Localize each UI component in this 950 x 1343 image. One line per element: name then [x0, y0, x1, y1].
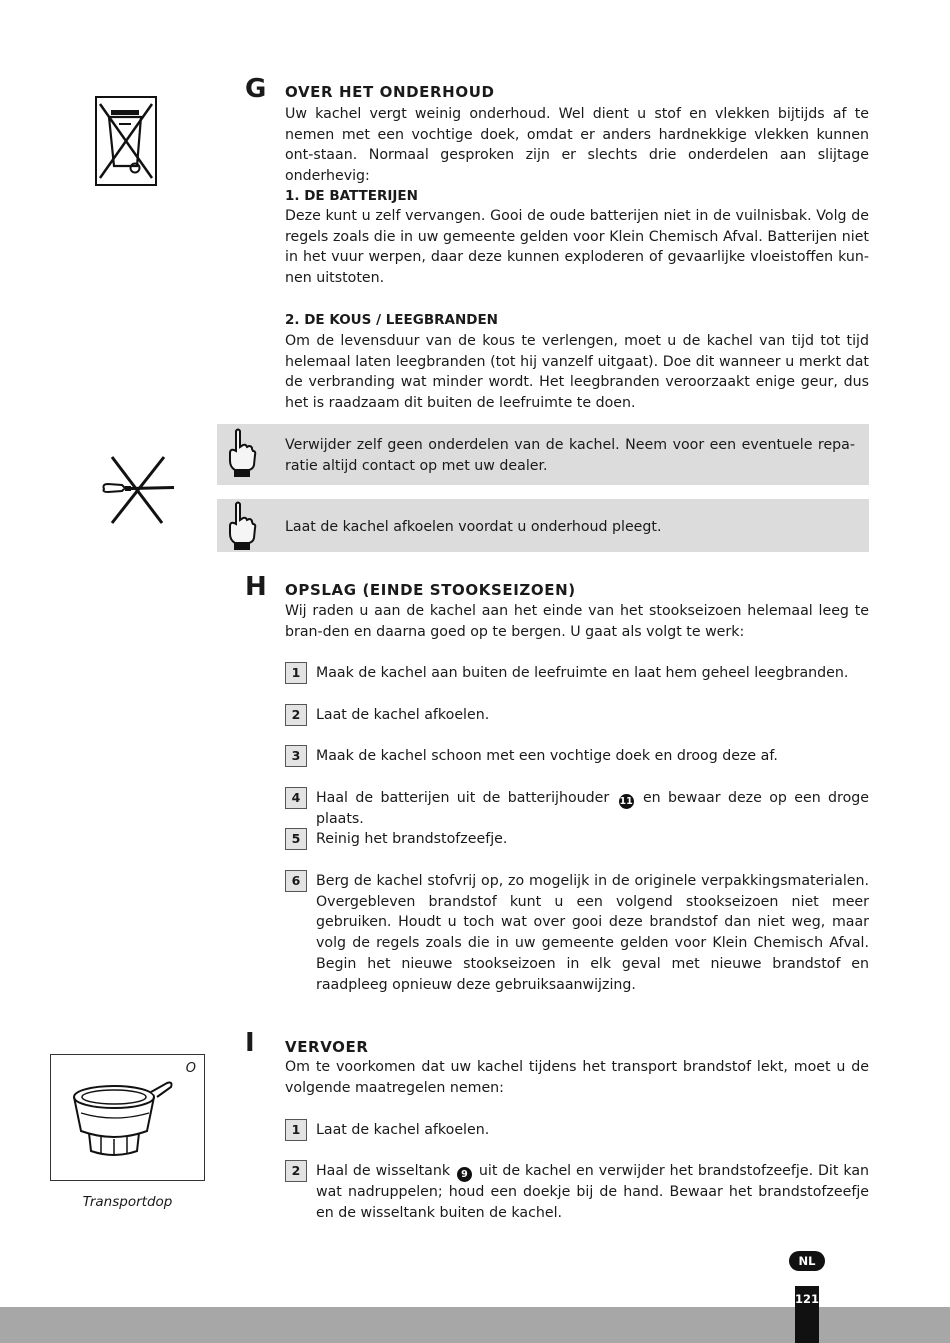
figure-caption: Transportdop [82, 1194, 173, 1210]
subsection-text-batteries: Deze kunt u zelf vervangen. Gooi de oude batterijen niet in de vuilnisbak. Volg de regels zoals die in uw gemeente gelden voor Klein Chemisch Afval. Batterijen niet in het vuur werpen, daar deze kunnen exploderen of gevaarlijke vloeistoffen kun-nen uitstoten. [285, 208, 869, 287]
transport-cap-drawing [69, 1073, 179, 1173]
step-text: Reinig het brandstofzeefje. [316, 831, 508, 847]
transport-cap-figure [50, 1054, 205, 1181]
step-text: Laat de kachel afkoelen. [316, 1122, 490, 1138]
subsection-title-batteries: 1. DE BATTERIJEN [285, 188, 418, 204]
warning-text-no-parts: Verwijder zelf geen onderdelen van de kachel. Neem voor een eventuele repa-ratie altijd contact op met uw dealer. [285, 437, 855, 474]
subsection-title-wick: 2. DE KOUS / LEEGBRANDEN [285, 312, 498, 328]
pointing-hand-icon [225, 500, 257, 552]
step-text: Berg de kachel stofvrij op, zo mogelijk in de originele verpakkingsmaterialen. Overgebleven brandstof kunt u een volgend stookseizoen niet meer gebruiken. Houdt u toch wat over gooi deze brandstof dan niet weg, maar volg de regels zoals die in uw gemeente gelden voor Klein Chemisch Afval. Begin het nieuwe stookseizoen in elk geval met nieuwe brandstof en raadpleeg opnieuw deze gebruiksaanwijzing. [316, 873, 869, 993]
warning-box-cool-down [217, 499, 869, 552]
language-badge: NL [789, 1251, 825, 1271]
step-text: Maak de kachel aan buiten de leefruimte en laat hem geheel leegbranden. [316, 665, 849, 681]
section-letter-g: G [245, 74, 267, 104]
step-text-after: en bewaar deze op een droge plaats. [316, 790, 869, 827]
warning-box-no-parts [217, 424, 869, 485]
pointing-hand-icon [225, 427, 257, 479]
step-text [316, 1161, 869, 1223]
step-text-before: Haal de wisseltank [316, 1163, 451, 1179]
step-number: 1 [285, 1119, 307, 1141]
part-reference-badge: 9 [457, 1167, 472, 1182]
section-h-intro: Wij raden u aan de kachel aan het einde van het stookseizoen helemaal leeg te bran-den en daarna goed op te bergen. U gaat als volgt te werk: [285, 603, 869, 640]
subsection-text-wick: Om de levensduur van de kous te verlengen, moet u de kachel van tijd tot tijd helemaal laten leegbranden (tot hij vanzelf uitgaat). Doe dit wanneer u merkt dat de verbranding wat minder wordt. Het leegbranden veroorzaakt enige geur, dus het is raadzaam dit buiten de leefruimte te doen. [285, 333, 869, 412]
step-number: 5 [285, 828, 307, 850]
figure-label: O [185, 1061, 196, 1076]
section-g-intro: Uw kachel vergt weinig onderhoud. Wel dient u stof en vlekken bijtijds af te nemen met een vochtige doek, omdat er anders hardnekkige vlekken kunnen ont-staan. Normaal gesproken zijn er slechts drie onderdelen aan slijtage onderhevig: [285, 106, 869, 185]
section-title-i: VERVOER [285, 1038, 369, 1056]
step-text-before: Haal de batterijen uit de batterijhouder [316, 790, 610, 806]
step-number: 2 [285, 704, 307, 726]
part-reference-badge: 11 [619, 796, 633, 807]
section-letter-h: H [245, 572, 267, 602]
weee-bin-icon [95, 96, 157, 186]
section-i-intro: Om te voorkomen dat uw kachel tijdens het transport brandstof lekt, moet u de volgende maatregelen nemen: [285, 1059, 869, 1096]
section-title-g: OVER HET ONDERHOUD [285, 83, 495, 101]
step-number: 3 [285, 745, 307, 767]
step-number: 4 [285, 787, 307, 809]
step-number: 2 [285, 1160, 307, 1182]
step-text-after: uit de kachel en verwijder het brandstofzeefje. Dit kan wat nadruppelen; houd een doekje bij de hand. Bewaar het brandstofzeefje en de wisseltank buiten de kachel. [316, 1163, 870, 1221]
step-number: 1 [285, 662, 307, 684]
no-screwdriver-icon [100, 455, 180, 525]
step-text: Laat de kachel afkoelen. [316, 707, 490, 723]
step-text [316, 788, 869, 830]
step-text: Maak de kachel schoon met een vochtige doek en droog deze af. [316, 748, 778, 764]
step-number: 6 [285, 870, 307, 892]
warning-text-cool-down: Laat de kachel afkoelen voordat u onderhoud pleegt. [285, 519, 662, 535]
section-title-h: OPSLAG (EINDE STOOKSEIZOEN) [285, 581, 576, 599]
page-number: 121 [795, 1292, 820, 1306]
section-letter-i: I [245, 1028, 255, 1058]
